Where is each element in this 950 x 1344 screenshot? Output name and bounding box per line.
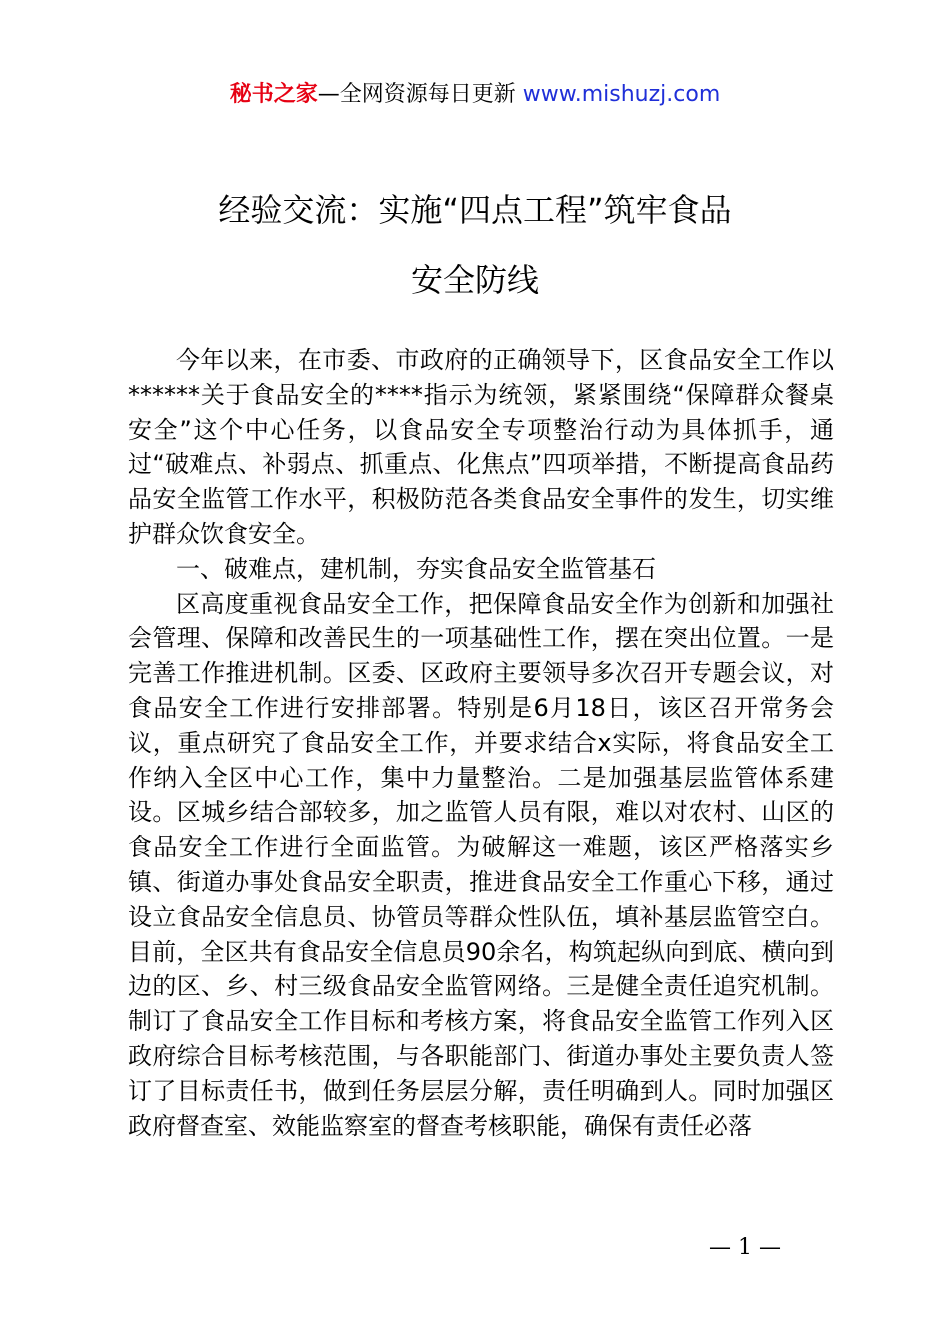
page-number: — 1 — [709,1235,781,1260]
section-heading-1: 一、破难点，建机制，夯实食品安全监管基石 [176,554,656,583]
paragraph-section-1: 区高度重视食品安全工作，把保障食品安全作为创新和加强社会管理、保障和改善民生的一项基础性工作，摆在突出位置。一是完善工作推进机制。区委、区政府主要领导多次召开专题会议，对食品安全工作进行安排部署。特别是6月18日，该区召开常务会议，重点研究了食品安全工作，并要求结合x实际，将食品安全工作纳入全区中心工作，集中力量整治。二是加强基层监管体系建设。区城乡结合部较多，加之监管人员有限，难以对农村、山区的食品安全工作进行全面监管。为破解这一难题，该区严格落实乡镇、街道办事处食品安全职责，推进食品安全工作重心下移，通过设立食品安全信息员、协管员等群众性队伍，填补基层监管空白。目前，全区共有食品安全信息员90余名，构筑起纵向到底、横向到边的区、乡、村三级食品安全监管网络。三是健全责任追究机制。制订了食品安全工作目标和考核方案，将食品安全监管工作列入区政府综合目标考核范围，与各职能部门、街道办事处主要负责人签订了目标责任书，做到任务层层分解，责任明确到人。同时加强区政府督查室、效能监察室的督查考核职能，确保有责任必落 [128,589,834,1140]
paragraph-intro: 今年以来，在市委、市政府的正确领导下，区食品安全工作以******关于食品安全的****指示为统领，紧紧围绕“保障群众餐桌安全”这个中心任务，以食品安全专项整治行动为具体抓手，通过“破难点、补弱点、抓重点、化焦点”四项举措，不断提高食品药品安全监管工作水平，积极防范各类食品安全事件的发生，切实维护群众饮食安全。 [128,346,834,548]
document-body [128,343,834,1143]
site-url-link[interactable]: www.mishuzj.com [522,82,721,107]
site-header [0,78,950,112]
document-title-line-1: 经验交流：实施“四点工程”筑牢食品 [218,191,732,229]
site-brand: 秘书之家 [229,82,318,107]
document-title-line-2: 安全防线 [410,261,539,299]
site-tagline: —全网资源每日更新 [317,82,523,107]
